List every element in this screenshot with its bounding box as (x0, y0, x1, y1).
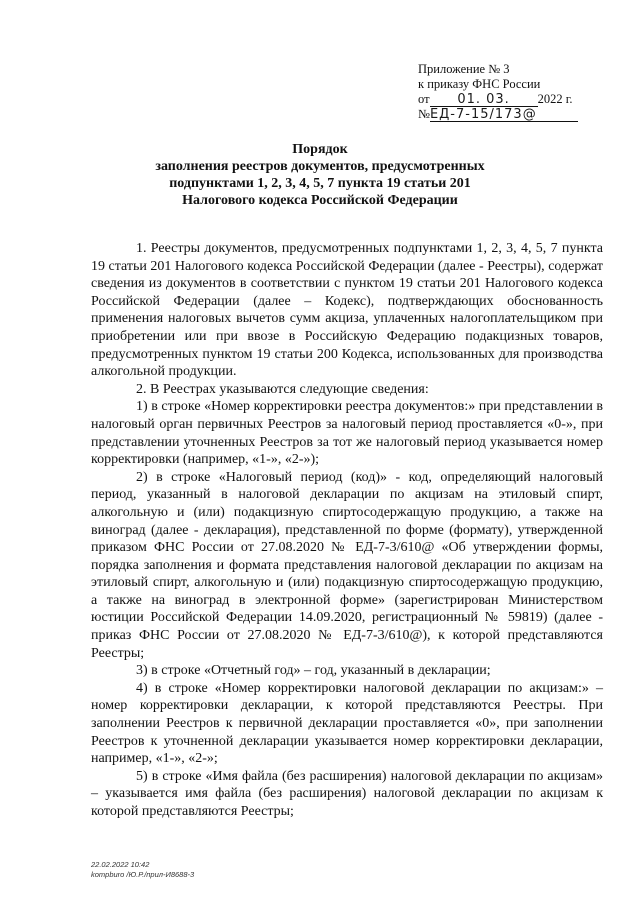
document-body (91, 240, 603, 821)
paragraph-1: 1. Реестры документов, предусмотренных подпунктами 1, 2, 3, 4, 5, 7 пункта 19 статьи 201 Налогового кодекса Российской Федерации (далее - Реестры), содержат сведения из документов в соответствии с пунктом 19 статьи 201 Налогового кодекса Российской Федерации (далее – Кодекс), подтверждающих обоснованность применения налоговых вычетов сумм акциза, уплаченных налогоплательщиком при приобретении или при ввозе в Российскую Федерацию подакцизных товаров, предусмотренных пунктом 19 статьи 200 Кодекса, использованных для производства алкогольной продукции. (91, 241, 603, 380)
annex-number-handwritten: ЕД-7-15/173@ (430, 108, 578, 122)
footer-file-path: kompburo /Ю.Р./прил-И8688-3 (91, 870, 195, 879)
paragraph-2-5: 5) в строке «Имя файла (без расширения) налоговой декларации по акцизам» – указывается имя файла (без расширения) налоговой декларации по акцизам к которой представляются Реестры; (91, 768, 603, 819)
annex-block (418, 62, 618, 122)
annex-date-suffix: 2022 г. (537, 92, 573, 106)
paragraph-2-2: 2) в строке «Налоговый период (код)» - код, определяющий налоговый период, указанный в налоговой декларации по акцизам на этиловый спирт, алкогольную и (или) подакцизную спиртосодержащую продукцию, а также на виноград (далее - декларация), представленной по форме (формату), утвержденной приказом ФНС России от 27.08.2020 № ЕД-7-3/610@ «Об утверждении формы, порядка заполнения и формата представления налоговой декларации по акцизам на этиловый спирт, алкогольную и (или) подакцизную спиртосодержащую продукцию, а также на виноград в электронной форме» (зарегистрирован Министерством юстиции Российской Федерации 14.09.2020, регистрационный № 59819) (далее - приказ ФНС России от 27.08.2020 № ЕД-7-3/610@), к которой представляются Реестры; (91, 469, 603, 661)
title-line-1: Порядок (292, 142, 348, 157)
annex-number-prefix: № (418, 107, 430, 121)
title-line-2: заполнения реестров документов, предусмотренных (155, 159, 485, 174)
annex-number-line (418, 107, 618, 122)
title-line-4: Налогового кодекса Российской Федерации (182, 193, 458, 208)
title-line-3: подпунктами 1, 2, 3, 4, 5, 7 пункта 19 статьи 201 (169, 176, 471, 191)
document-title (100, 141, 540, 209)
paragraph-2: 2. В Реестрах указываются следующие сведения: (136, 381, 429, 397)
footer-timestamp: 22.02.2022 10:42 (91, 860, 150, 869)
paragraph-2-1: 1) в строке «Номер корректировки реестра документов:» при представлении в налоговый орган первичных Реестров за налоговый период проставляется «0-», при представлении уточненных Реестров за тот же налоговый период указывается номер корректировки (например, «1-», «2-»); (91, 399, 603, 468)
annex-date-prefix: от (418, 92, 430, 106)
footer-stamp (91, 860, 194, 880)
annex-order-ref: к приказу ФНС России (418, 77, 541, 91)
paragraph-2-4: 4) в строке «Номер корректировки налоговой декларации по акцизам:» – номер корректировки декларации, к которой представляются Реестры. При заполнении Реестров к первичной декларации проставляется «0», при заполнении Реестров к уточненной декларации указывается номер корректировки декларации, например, «1-», «2-»; (91, 680, 603, 767)
paragraph-2-3: 3) в строке «Отчетный год» – год, указанный в декларации; (136, 663, 491, 679)
annex-date-line (418, 92, 618, 107)
annex-title: Приложение № 3 (418, 62, 510, 76)
annex-date-handwritten: 01. 03. (430, 93, 538, 107)
